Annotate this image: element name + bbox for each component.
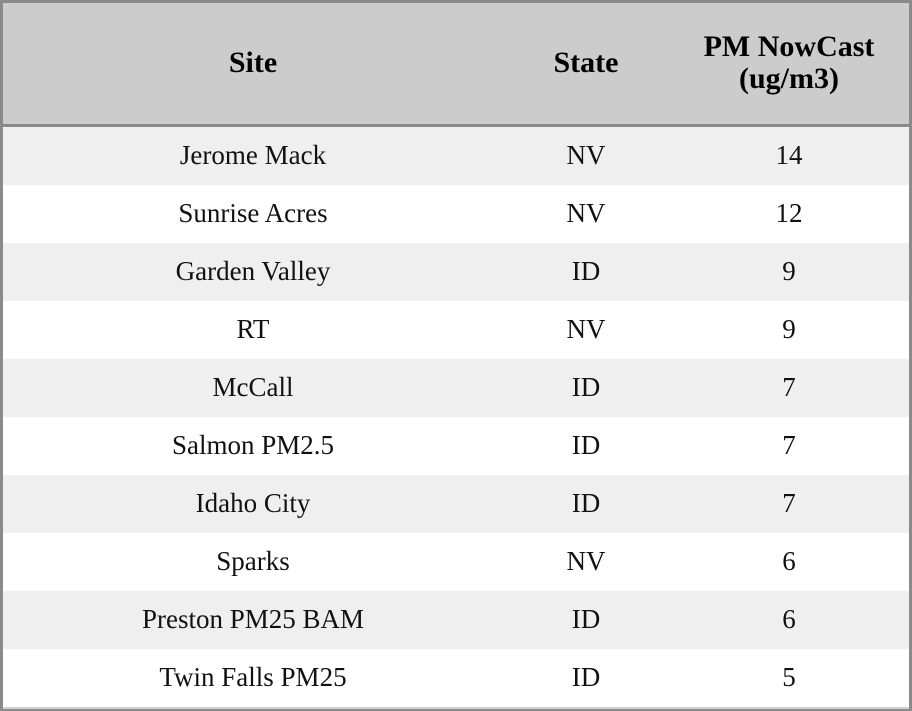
table-row	[3, 243, 909, 301]
cell-pm-nowcast: 7	[669, 359, 909, 417]
cell-site: Salmon PM2.5	[3, 417, 503, 475]
cell-state: ID	[503, 417, 669, 475]
column-header-site: Site	[3, 3, 503, 125]
column-header-state: State	[503, 3, 669, 125]
table-row	[3, 359, 909, 417]
pm-nowcast-table	[3, 3, 909, 709]
cell-site: Preston PM25 BAM	[3, 591, 503, 649]
cell-site: Garden Valley	[3, 243, 503, 301]
cell-pm-nowcast: 14	[669, 125, 909, 185]
cell-pm-nowcast: 7	[669, 417, 909, 475]
table-header-row	[3, 3, 909, 125]
cell-pm-nowcast: 12	[669, 185, 909, 243]
cell-site: Idaho City	[3, 475, 503, 533]
cell-site: RT	[3, 301, 503, 359]
table-row	[3, 475, 909, 533]
table-body	[3, 125, 909, 708]
table-row	[3, 125, 909, 185]
table-row	[3, 185, 909, 243]
cell-site: McCall	[3, 359, 503, 417]
table-row	[3, 417, 909, 475]
cell-state: NV	[503, 301, 669, 359]
cell-site: Jerome Mack	[3, 125, 503, 185]
cell-state: ID	[503, 359, 669, 417]
cell-pm-nowcast: 9	[669, 243, 909, 301]
cell-state: ID	[503, 591, 669, 649]
cell-site: Twin Falls PM25	[3, 649, 503, 708]
cell-pm-nowcast: 9	[669, 301, 909, 359]
cell-state: NV	[503, 125, 669, 185]
table-header	[3, 3, 909, 125]
cell-state: NV	[503, 533, 669, 591]
cell-state: NV	[503, 185, 669, 243]
cell-pm-nowcast: 6	[669, 591, 909, 649]
table-row	[3, 649, 909, 708]
cell-pm-nowcast: 6	[669, 533, 909, 591]
cell-state: ID	[503, 649, 669, 708]
column-header-pm-nowcast: PM NowCast (ug/m3)	[669, 3, 909, 125]
cell-site: Sunrise Acres	[3, 185, 503, 243]
cell-state: ID	[503, 243, 669, 301]
cell-site: Sparks	[3, 533, 503, 591]
cell-pm-nowcast: 7	[669, 475, 909, 533]
cell-state: ID	[503, 475, 669, 533]
table-row	[3, 591, 909, 649]
cell-pm-nowcast: 5	[669, 649, 909, 708]
table-row	[3, 301, 909, 359]
table-row	[3, 533, 909, 591]
